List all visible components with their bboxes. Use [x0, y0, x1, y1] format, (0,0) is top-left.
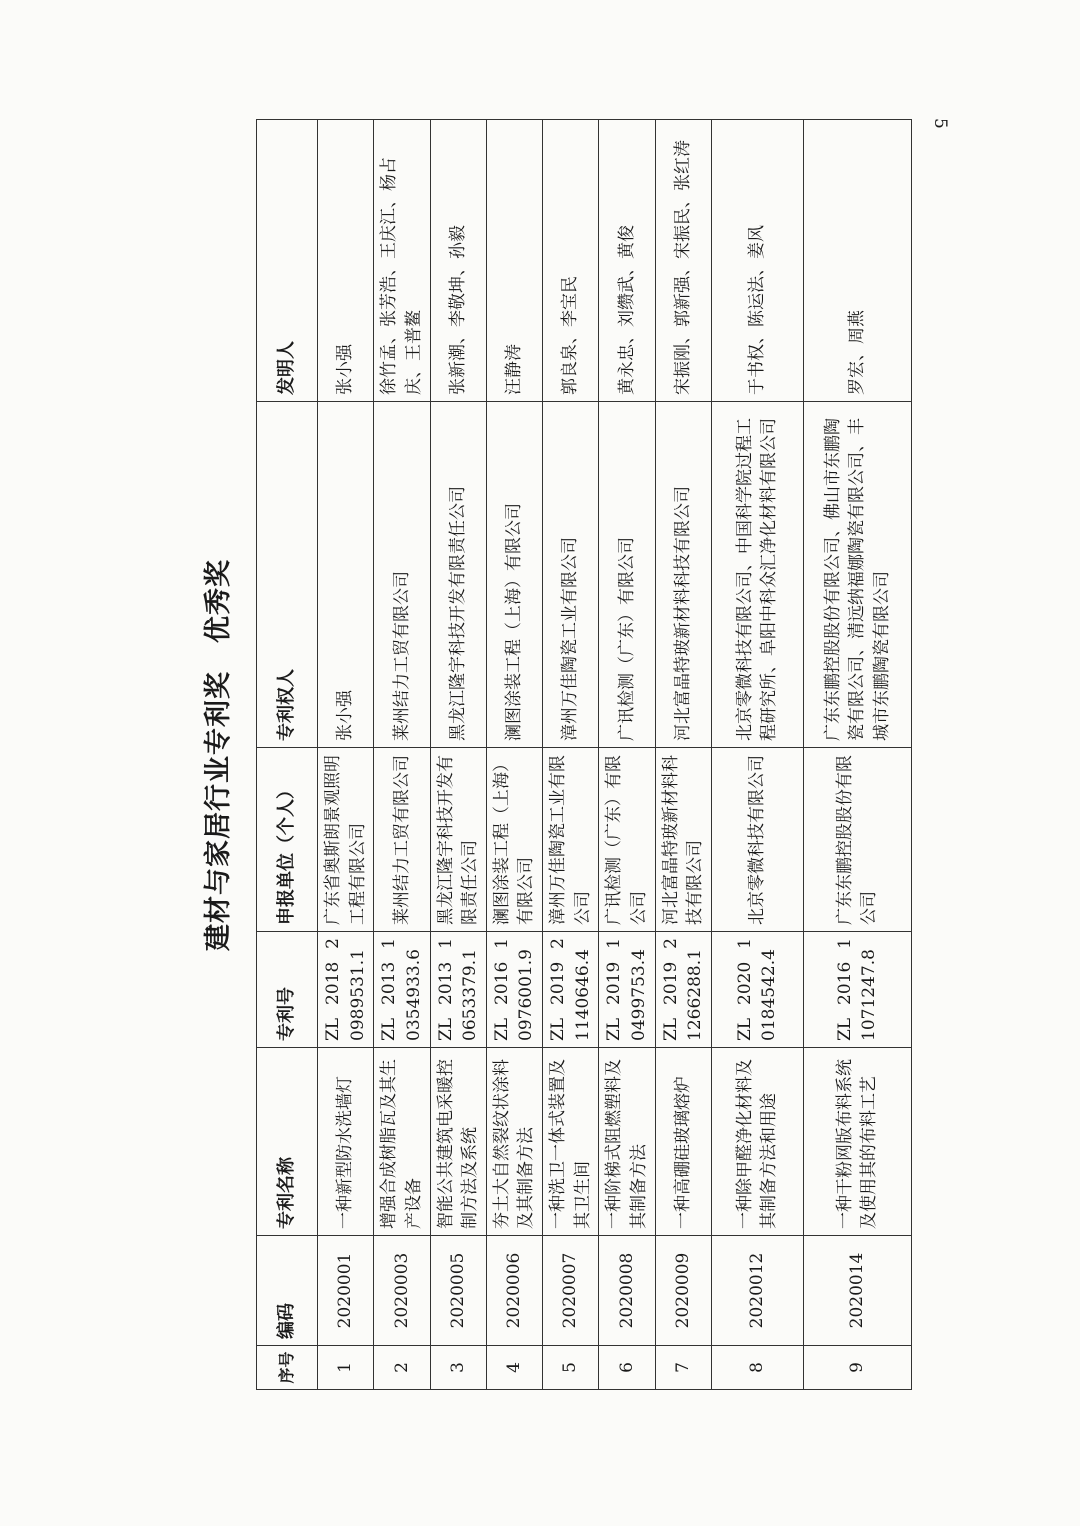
header-name: 专利名称 — [257, 1048, 318, 1236]
cell-inventor: 汪静涛 — [486, 120, 542, 402]
cell-inventor: 宋振刚、郭新强、宋振民、张红涛 — [655, 120, 711, 402]
table-row — [543, 120, 599, 1390]
header-applicant: 申报单位（个人） — [257, 748, 318, 932]
cell-inventor: 郭良泉、李宝民 — [543, 120, 599, 402]
cell-no: 2 — [374, 1346, 430, 1390]
cell-name: 一种阶梯式阻燃塑料及其制备方法 — [599, 1048, 655, 1236]
cell-applicant: 漳州万佳陶瓷工业有限公司 — [543, 748, 599, 932]
cell-name: 一种干粉网版布料系统及使用其的布料工艺 — [803, 1048, 911, 1236]
cell-inventor: 张小强 — [318, 120, 374, 402]
cell-owner: 河北富晶特玻新材料科技有限公司 — [655, 402, 711, 748]
cell-code: 2020003 — [374, 1236, 430, 1346]
table-row — [655, 120, 711, 1390]
cell-applicant: 河北富晶特玻新材料科技有限公司 — [655, 748, 711, 932]
table-header-row — [257, 120, 318, 1390]
cell-owner: 广东东鹏控股股份有限公司、佛山市东鹏陶瓷有限公司、清远纳福娜陶瓷有限公司、丰城市东鹏陶瓷有限公司 — [803, 402, 911, 748]
cell-no: 7 — [655, 1346, 711, 1390]
cell-name: 夯土大自然裂纹状涂料及其制备方法 — [486, 1048, 542, 1236]
cell-inventor: 黄永忠、刘缵武、黄俊 — [599, 120, 655, 402]
cell-owner: 北京零微科技有限公司、中国科学院过程工程研究所、阜阳中科众汇净化材料有限公司 — [711, 402, 803, 748]
cell-applicant: 北京零微科技有限公司 — [711, 748, 803, 932]
cell-patent-no: ZL 2016 1 1071247.8 — [803, 932, 911, 1048]
cell-code: 2020012 — [711, 1236, 803, 1346]
table-row — [486, 120, 542, 1390]
cell-owner: 张小强 — [318, 402, 374, 748]
header-owner: 专利权人 — [257, 402, 318, 748]
cell-patent-no: ZL 2016 1 0976001.9 — [486, 932, 542, 1048]
table-row — [711, 120, 803, 1390]
cell-no: 1 — [318, 1346, 374, 1390]
cell-inventor: 于书权、陈运法、姜风 — [711, 120, 803, 402]
cell-applicant: 黑龙江隆宇科技开发有限责任公司 — [430, 748, 486, 932]
patent-award-table — [256, 119, 912, 1390]
cell-applicant: 莱州结力工贸有限公司 — [374, 748, 430, 932]
rotated-document — [196, 120, 926, 1390]
cell-inventor: 罗宏、周燕 — [803, 120, 911, 402]
cell-code: 2020006 — [486, 1236, 542, 1346]
cell-patent-no: ZL 2020 1 0184542.4 — [711, 932, 803, 1048]
header-inventor: 发明人 — [257, 120, 318, 402]
cell-no: 9 — [803, 1346, 911, 1390]
cell-no: 4 — [486, 1346, 542, 1390]
cell-no: 3 — [430, 1346, 486, 1390]
title-text: 建材与家居行业专利奖 — [203, 671, 234, 951]
cell-code: 2020008 — [599, 1236, 655, 1346]
cell-no: 5 — [543, 1346, 599, 1390]
page-title — [196, 120, 256, 1390]
table-row — [430, 120, 486, 1390]
cell-no: 8 — [711, 1346, 803, 1390]
cell-applicant: 广东省奥斯朗景观照明工程有限公司 — [318, 748, 374, 932]
cell-name: 一种新型防水洗墙灯 — [318, 1048, 374, 1236]
header-code: 编码 — [257, 1236, 318, 1346]
table-row — [599, 120, 655, 1390]
cell-name: 一种洗卫一体式装置及其卫生间 — [543, 1048, 599, 1236]
cell-code: 2020001 — [318, 1236, 374, 1346]
cell-patent-no: ZL 2019 2 1266288.1 — [655, 932, 711, 1048]
cell-patent-no: ZL 2019 2 1140646.4 — [543, 932, 599, 1048]
cell-name: 一种高硼硅玻璃熔炉 — [655, 1048, 711, 1236]
table-row — [318, 120, 374, 1390]
cell-applicant: 广东东鹏控股股份有限公司 — [803, 748, 911, 932]
cell-patent-no: ZL 2013 1 0354933.6 — [374, 932, 430, 1048]
cell-owner: 广讯检测（广东）有限公司 — [599, 402, 655, 748]
header-no: 序号 — [257, 1346, 318, 1390]
cell-applicant: 澜图涂装工程（上海）有限公司 — [486, 748, 542, 932]
cell-inventor: 徐竹孟、张芳浩、王庆江、杨占庆、王普鳌 — [374, 120, 430, 402]
cell-owner: 澜图涂装工程（上海）有限公司 — [486, 402, 542, 748]
cell-name: 增强合成树脂瓦及其生产设备 — [374, 1048, 430, 1236]
cell-no: 6 — [599, 1346, 655, 1390]
cell-patent-no: ZL 2018 2 0989531.1 — [318, 932, 374, 1048]
cell-name: 智能公共建筑电采暖控制方法及系统 — [430, 1048, 486, 1236]
cell-patent-no: ZL 2013 1 0653379.1 — [430, 932, 486, 1048]
cell-patent-no: ZL 2019 1 0499753.4 — [599, 932, 655, 1048]
cell-owner: 黑龙江隆宇科技开发有限责任公司 — [430, 402, 486, 748]
cell-code: 2020014 — [803, 1236, 911, 1346]
cell-applicant: 广讯检测（广东）有限公司 — [599, 748, 655, 932]
table-row — [803, 120, 911, 1390]
cell-owner: 莱州结力工贸有限公司 — [374, 402, 430, 748]
page-number: 5 — [930, 118, 950, 129]
cell-code: 2020009 — [655, 1236, 711, 1346]
cell-name: 一种除甲醛净化材料及其制备方法和用途 — [711, 1048, 803, 1236]
award-level: 优秀奖 — [203, 559, 234, 643]
cell-code: 2020007 — [543, 1236, 599, 1346]
cell-inventor: 张新潮、李敬坤、孙毅 — [430, 120, 486, 402]
cell-code: 2020005 — [430, 1236, 486, 1346]
header-patent-no: 专利号 — [257, 932, 318, 1048]
cell-owner: 漳州万佳陶瓷工业有限公司 — [543, 402, 599, 748]
table-row — [374, 120, 430, 1390]
